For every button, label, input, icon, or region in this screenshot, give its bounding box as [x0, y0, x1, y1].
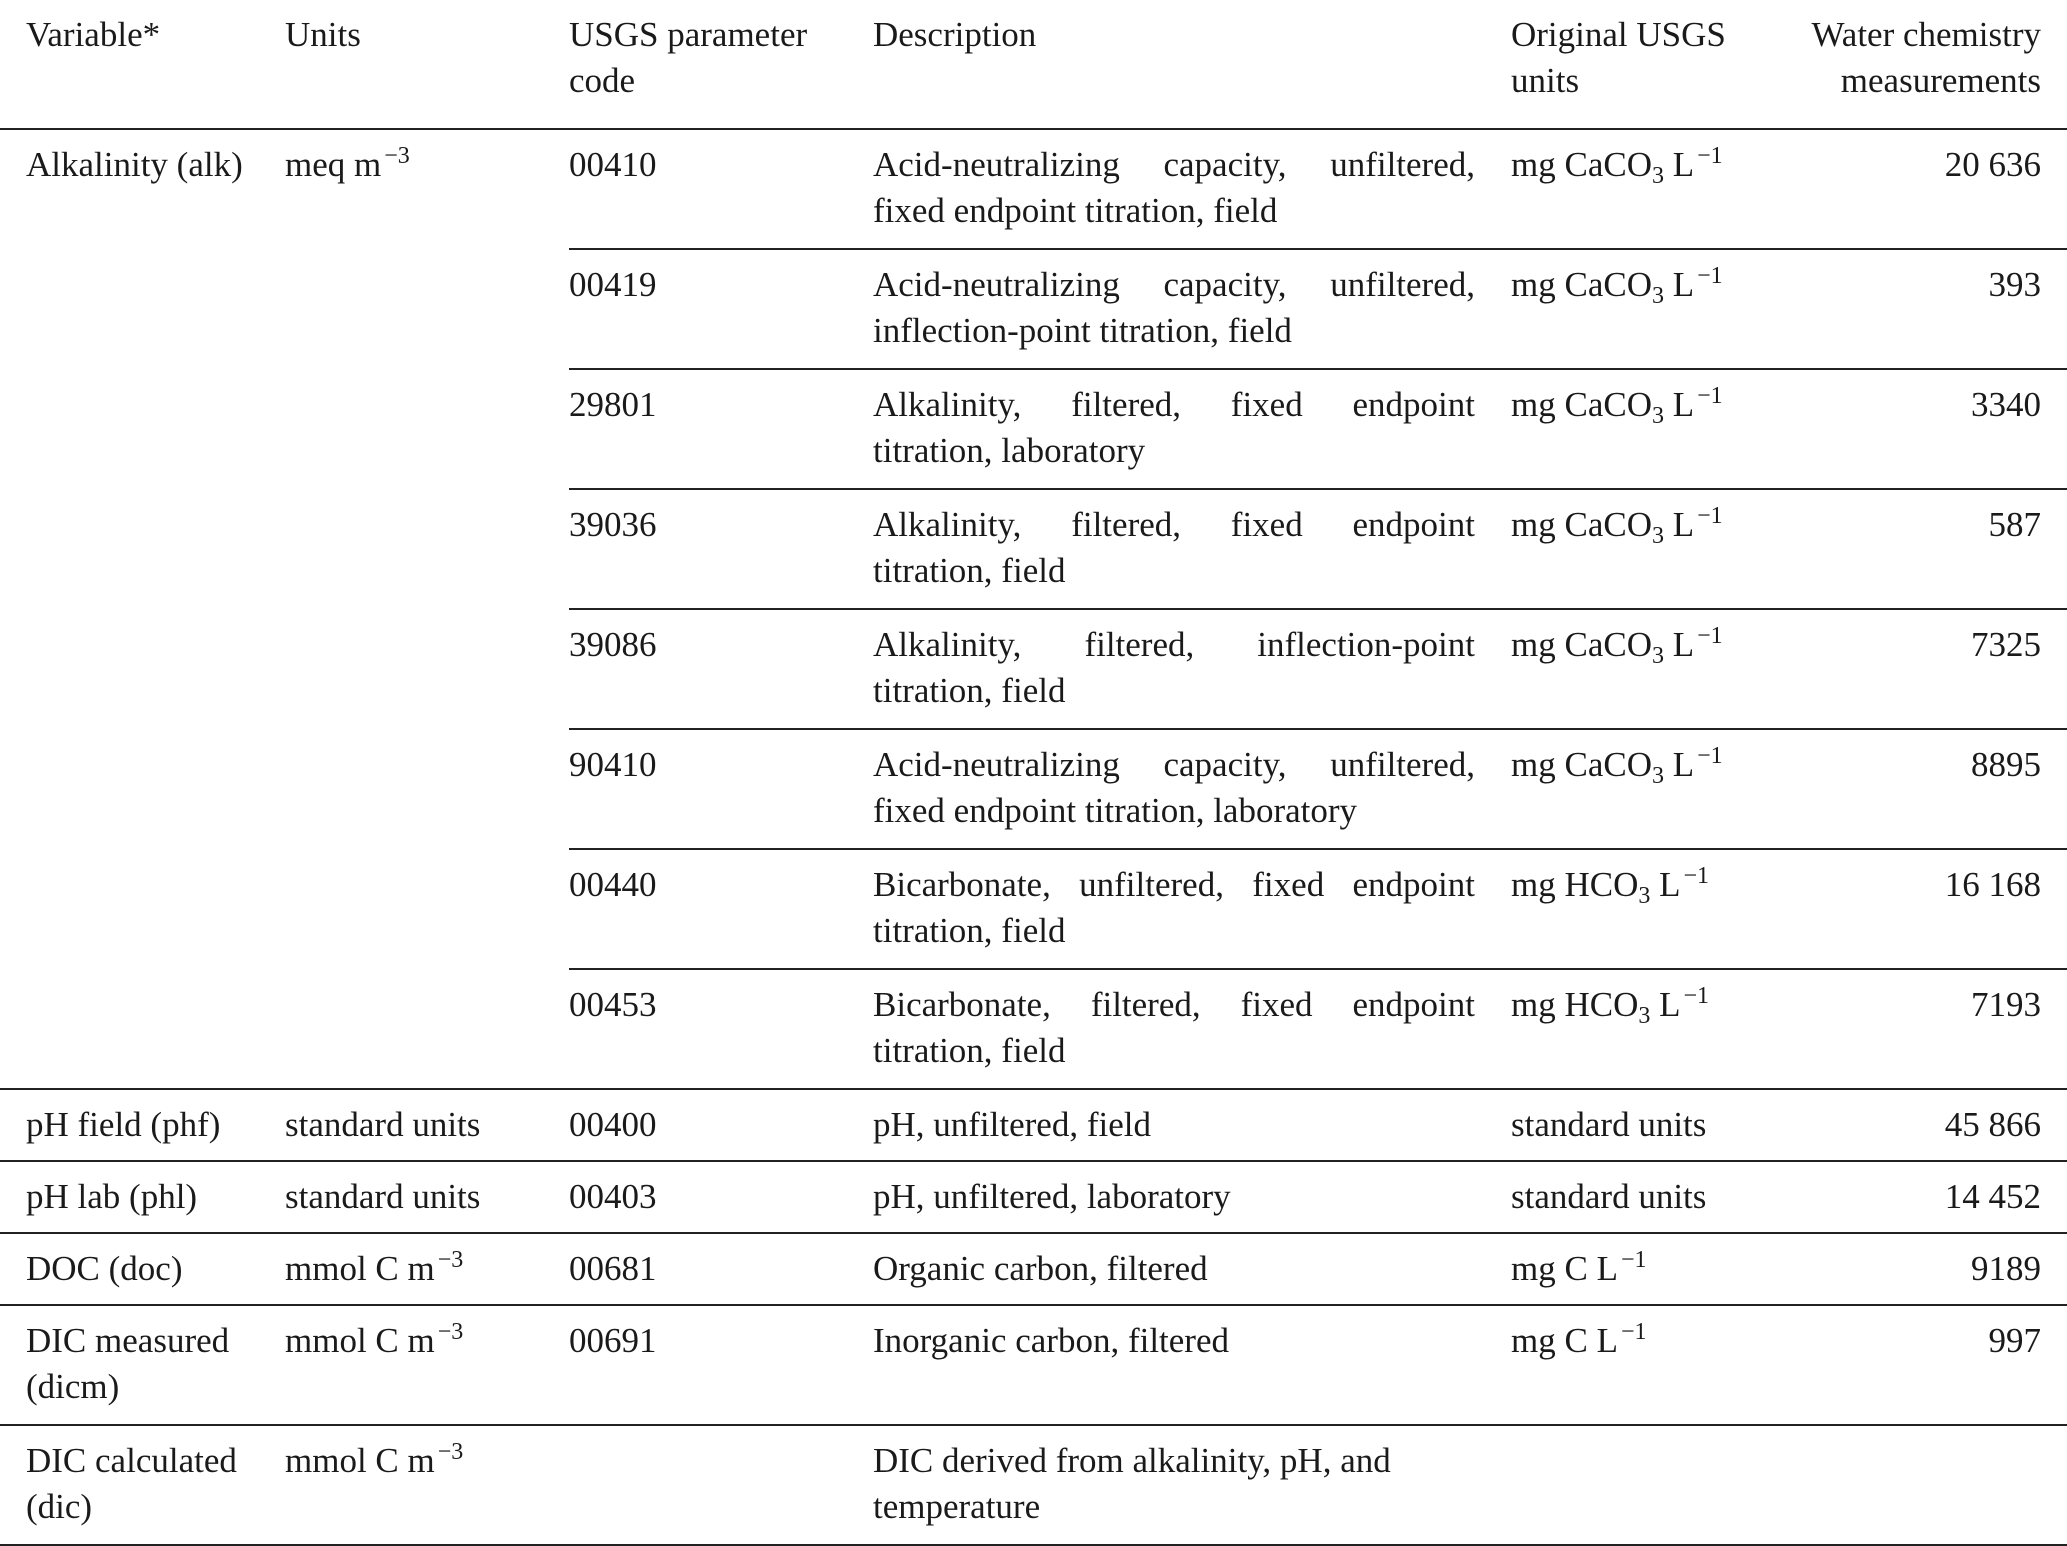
measurement-count-cell: 20 636 [1781, 129, 2067, 249]
measurement-count-cell: 8895 [1781, 729, 2067, 849]
variable-cell: DIC calculated (dic) [0, 1425, 285, 1545]
description-cell: Acid-neutralizing capacity, unfiltered, fixed endpoint titration, field [873, 129, 1511, 249]
table-row [0, 129, 2067, 249]
code-cell: 00681 [569, 1233, 873, 1305]
description-cell: Bicarbonate, filtered, fixed endpoint titration, field [873, 969, 1511, 1089]
code-cell: 90410 [569, 729, 873, 849]
measurement-count-cell [1781, 1425, 2067, 1545]
measurement-count-cell: 587 [1781, 489, 2067, 609]
variable-cell: DOC (doc) [0, 1233, 285, 1305]
description-cell: Alkalinity, filtered, fixed endpoint titration, field [873, 489, 1511, 609]
measurement-count-cell: 997 [1781, 1305, 2067, 1425]
original-units-cell: mg CaCO$_3$ L $^{-1}$ [1511, 369, 1781, 489]
original-units-cell: mg C L $^{-1}$ [1511, 1233, 1781, 1305]
code-cell: 00419 [569, 249, 873, 369]
variable-cell: Alkalinity (alk) [0, 129, 285, 1089]
code-cell: 39086 [569, 609, 873, 729]
original-units-cell: mg CaCO$_3$ L $^{-1}$ [1511, 249, 1781, 369]
code-cell: 00403 [569, 1161, 873, 1233]
original-units-cell: mg $HCO_3$ L $^{-1}$ [1511, 969, 1781, 1089]
header-description: Description [873, 0, 1511, 129]
code-cell: 00410 [569, 129, 873, 249]
measurement-count-cell: 9189 [1781, 1233, 2067, 1305]
original-units-cell: mg CaCO$_3$ L $^{-1}$ [1511, 129, 1781, 249]
description-cell: Alkalinity, filtered, inflection-point titration, field [873, 609, 1511, 729]
original-units-cell: mg C L $^{-1}$ [1511, 1305, 1781, 1425]
measurement-count-cell: 7193 [1781, 969, 2067, 1089]
table-row [0, 1233, 2067, 1305]
code-cell: 00440 [569, 849, 873, 969]
units-cell: meq m $^{-3}$ [285, 129, 569, 1089]
description-cell: pH, unfiltered, field [873, 1089, 1511, 1161]
description-cell: DIC derived from alkalinity, pH, and temperature [873, 1425, 1511, 1545]
units-cell: mmol C m $^{-3}$ [285, 1305, 569, 1425]
description-cell: pH, unfiltered, laboratory [873, 1161, 1511, 1233]
original-units-cell: mg CaCO$_3$ L $^{-1}$ [1511, 729, 1781, 849]
measurement-count-cell: 3340 [1781, 369, 2067, 489]
measurement-count-cell: 16 168 [1781, 849, 2067, 969]
table-row [0, 1089, 2067, 1161]
table-row [0, 1305, 2067, 1425]
header-row [0, 0, 2067, 129]
measurement-count-cell: 7325 [1781, 609, 2067, 729]
original-units-cell: mg CaCO$_3$ L $^{-1}$ [1511, 489, 1781, 609]
original-units-cell: mg CaCO$_3$ L $^{-1}$ [1511, 609, 1781, 729]
measurement-count-cell: 393 [1781, 249, 2067, 369]
units-cell: standard units [285, 1161, 569, 1233]
code-cell: 00691 [569, 1305, 873, 1425]
units-cell: mmol C m $^{-3}$ [285, 1425, 569, 1545]
header-measurements: Water chemistry measurements [1781, 0, 2067, 129]
description-cell: Bicarbonate, unfiltered, fixed endpoint titration, field [873, 849, 1511, 969]
units-cell: standard units [285, 1089, 569, 1161]
description-cell: Alkalinity, filtered, fixed endpoint titration, laboratory [873, 369, 1511, 489]
original-units-cell: standard units [1511, 1089, 1781, 1161]
code-cell: 00400 [569, 1089, 873, 1161]
measurement-count-cell: 14 452 [1781, 1161, 2067, 1233]
header-variable: Variable* [0, 0, 285, 129]
original-units-cell: standard units [1511, 1161, 1781, 1233]
header-units: Units [285, 0, 569, 129]
variable-cell: pH field (phf) [0, 1089, 285, 1161]
table-row [0, 1425, 2067, 1545]
original-units-cell [1511, 1425, 1781, 1545]
table-row [0, 1161, 2067, 1233]
original-units-cell: mg $HCO_3$ L $^{-1}$ [1511, 849, 1781, 969]
variable-cell: pH lab (phl) [0, 1161, 285, 1233]
measurement-count-cell: 45 866 [1781, 1089, 2067, 1161]
header-original-units: Original USGS units [1511, 0, 1781, 129]
description-cell: Inorganic carbon, filtered [873, 1305, 1511, 1425]
description-cell: Acid-neutralizing capacity, unfiltered, fixed endpoint titration, laboratory [873, 729, 1511, 849]
units-cell: mmol C m $^{-3}$ [285, 1233, 569, 1305]
code-cell: 00453 [569, 969, 873, 1089]
description-cell: Acid-neutralizing capacity, unfiltered, inflection-point titration, field [873, 249, 1511, 369]
description-cell: Organic carbon, filtered [873, 1233, 1511, 1305]
code-cell [569, 1425, 873, 1545]
code-cell: 39036 [569, 489, 873, 609]
header-usgs-code: USGS parameter code [569, 0, 873, 129]
code-cell: 29801 [569, 369, 873, 489]
variable-cell: DIC measured (dicm) [0, 1305, 285, 1425]
